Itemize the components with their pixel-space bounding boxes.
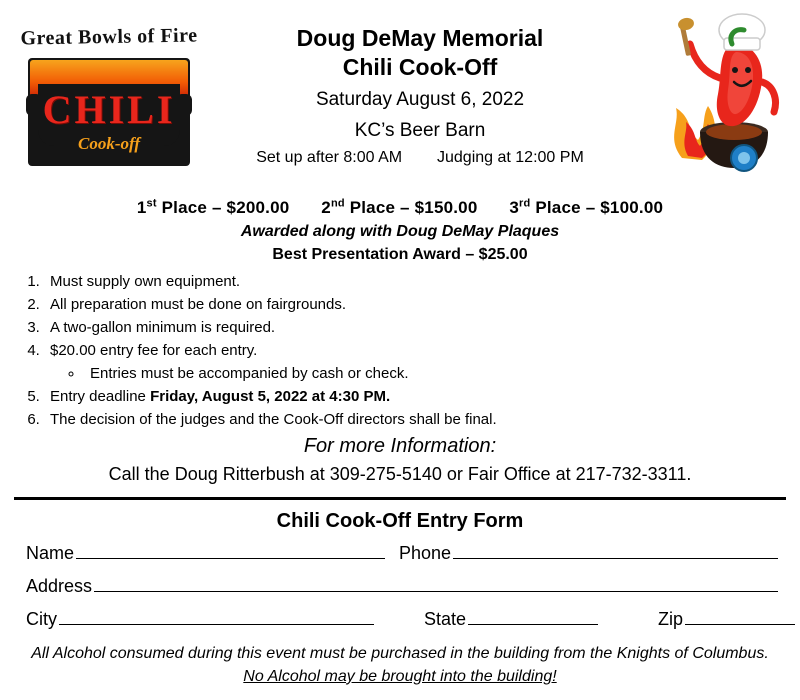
logo-arc-text: Great Bowls of Fire [20, 24, 198, 50]
event-date: Saturday August 6, 2022 [315, 88, 525, 110]
section-divider [14, 497, 786, 500]
contact-phone-line: Call the Doug Ritterbush at 309-275-5140 or Fair Office at 217-732-3311. [108, 463, 692, 484]
chili-pepper-chef-mascot-icon [636, 8, 786, 178]
best-presentation-award: Best Presentation Award – $25.00 [272, 245, 528, 263]
header-text-block [204, 8, 636, 167]
list-item [44, 343, 800, 381]
city-state-zip-row [26, 607, 778, 630]
rule-text: Entry deadline [50, 387, 151, 405]
phone-label: Phone [398, 542, 451, 563]
alcohol-policy-emphasis: No Alcohol may be brought into the building! [243, 667, 557, 685]
rule-text: The decision of the judges and the Cook-Off directors shall be final. [50, 410, 497, 428]
entry-form [0, 533, 800, 630]
state-input[interactable] [468, 607, 598, 625]
city-label: City [26, 608, 57, 629]
logo-arc-wrap [20, 20, 198, 82]
logo-cookoff-text: Cook-off [77, 134, 140, 153]
event-times [204, 149, 636, 167]
list-item [44, 389, 800, 404]
event-venue: KC’s Beer Barn [354, 119, 486, 141]
plaque-note: Awarded along with Doug DeMay Plaques [240, 222, 560, 240]
prize-section [0, 197, 800, 264]
zip-label: Zip [658, 608, 684, 629]
rule-text: A two-gallon minimum is required. [50, 318, 276, 336]
list-item [44, 274, 800, 289]
list-item [44, 320, 800, 335]
rule-text: $20.00 entry fee for each entry. [50, 341, 258, 359]
prize-row [0, 197, 800, 218]
second-place-prize: 2nd Place – $150.00 [321, 197, 478, 217]
rules-list [0, 274, 800, 427]
judging-time: Judging at 12:00 PM [437, 148, 584, 166]
rules-sublist [50, 366, 800, 381]
rule-subtext: Entries must be accompanied by cash or check. [90, 364, 409, 382]
first-place-prize: 1st Place – $200.00 [136, 197, 290, 217]
setup-time: Set up after 8:00 AM [256, 148, 403, 166]
logo-chili-text: CHILI [42, 87, 176, 132]
state-label: State [424, 608, 467, 629]
page-title-line-1: Doug DeMay Memorial [296, 25, 544, 51]
rule-text: All preparation must be done on fairgrounds. [50, 295, 347, 313]
name-input[interactable] [76, 541, 385, 559]
city-input[interactable] [59, 607, 374, 625]
list-item [44, 297, 800, 312]
third-place-prize: 3rd Place – $100.00 [509, 197, 664, 217]
great-bowls-of-fire-logo [14, 14, 204, 174]
address-input[interactable] [94, 574, 778, 592]
phone-input[interactable] [453, 541, 778, 559]
more-information-heading: For more Information: [303, 434, 497, 457]
zip-input[interactable] [685, 607, 795, 625]
list-item [44, 412, 800, 427]
name-phone-row [26, 541, 778, 564]
alcohol-policy-note [0, 642, 800, 688]
entry-form-title: Chili Cook-Off Entry Form [276, 509, 524, 532]
address-label: Address [26, 575, 93, 596]
address-row [26, 574, 778, 597]
page-title-line-2: Chili Cook-Off [342, 54, 498, 81]
name-label: Name [26, 542, 75, 563]
list-item [84, 366, 800, 381]
flyer-header [0, 0, 800, 185]
rule-text: Must supply own equipment. [50, 272, 241, 290]
alcohol-policy-text: All Alcohol consumed during this event must be purchased in the building from the Knights of Columbus. [31, 644, 769, 662]
entry-deadline: Friday, August 5, 2022 at 4:30 PM. [150, 387, 391, 405]
